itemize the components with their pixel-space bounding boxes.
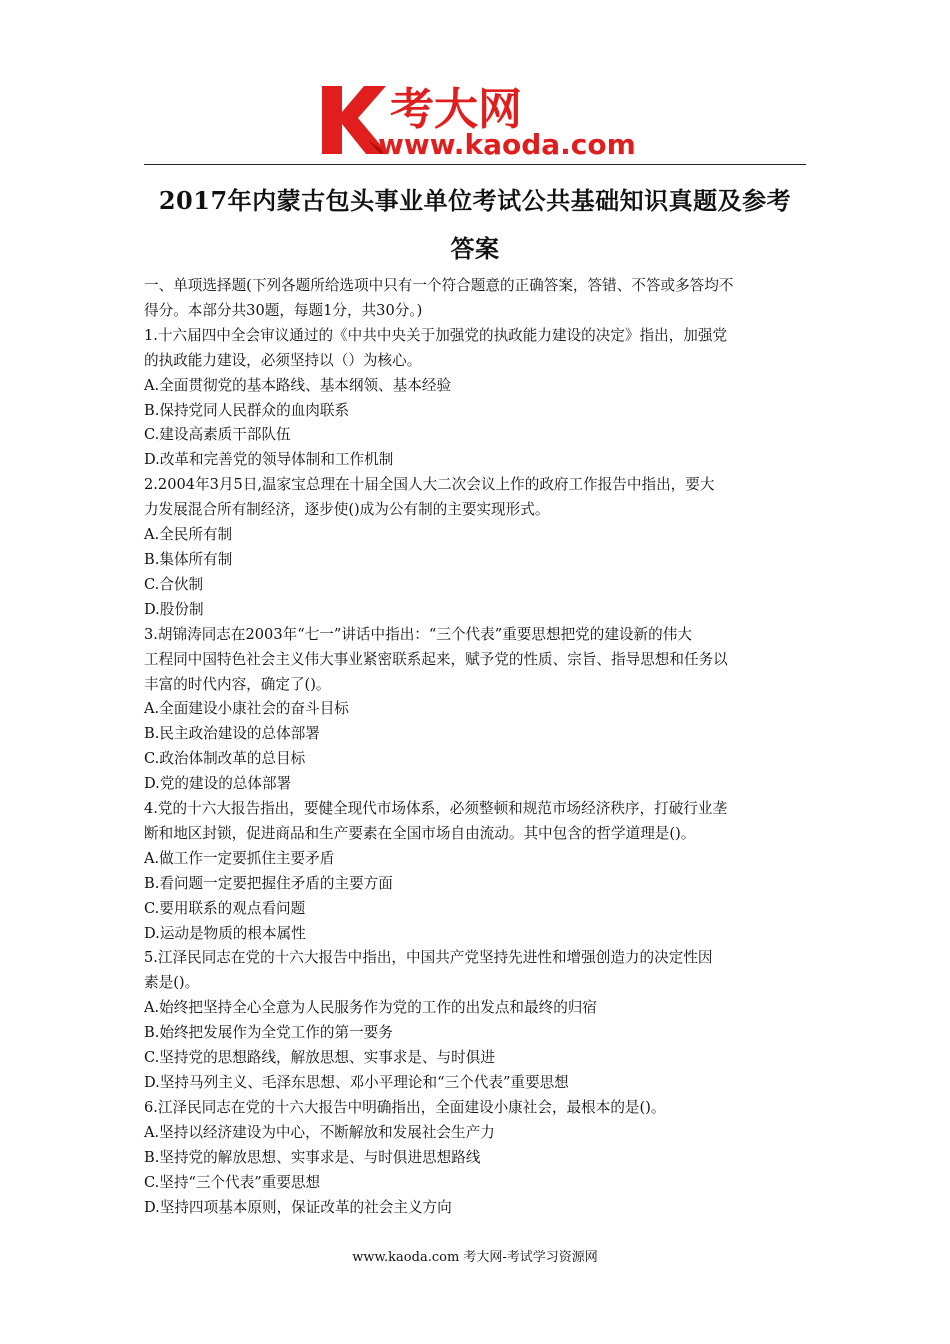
body-line: B.民主政治建设的总体部署 — [144, 725, 320, 743]
document-body — [144, 274, 808, 1220]
body-line: D.运动是物质的根本属性 — [144, 924, 306, 942]
body-line: A.做工作一定要抓住主要矛盾 — [144, 849, 335, 867]
body-line: B.始终把发展作为全党工作的第一要务 — [144, 1024, 393, 1042]
body-line: A.全民所有制 — [144, 526, 233, 544]
body-line: 素是()。 — [144, 974, 200, 992]
body-line: C.要用联系的观点看问题 — [144, 899, 306, 917]
body-line: D.坚持四项基本原则，保证改革的社会主义方向 — [144, 1198, 452, 1216]
body-line: D.党的建设的总体部署 — [144, 775, 292, 793]
body-line: 5.江泽民同志在党的十六大报告中指出，中国共产党坚持先进性和增强创造力的决定性因 — [144, 949, 713, 967]
body-line: 3.胡锦涛同志在2003年“七一”讲话中指出：“三个代表”重要思想把党的建设新的伟大 — [144, 625, 692, 643]
body-line: 工程同中国特色社会主义伟大事业紧密联系起来，赋予党的性质、宗旨、指导思想和任务以 — [144, 650, 728, 668]
body-line: 2.2004年3月5日,温家宝总理在十届全国人大二次会议上作的政府工作报告中指出，要大 — [144, 476, 715, 494]
body-line: A.坚持以经济建设为中心，不断解放和发展社会生产力 — [144, 1123, 495, 1141]
body-line: 丰富的时代内容，确定了()。 — [144, 675, 331, 693]
body-line: C.坚持“三个代表”重要思想 — [144, 1173, 321, 1191]
kaoda-logo-graphic — [318, 78, 640, 160]
page-footer: www.kaoda.com 考大网-考试学习资源网 — [352, 1250, 598, 1265]
body-line: B.看问题一定要把握住矛盾的主要方面 — [144, 874, 393, 892]
body-line: 的执政能力建设，必须坚持以（）为核心。 — [144, 351, 422, 369]
body-line: D.坚持马列主义、毛泽东思想、邓小平理论和“三个代表”重要思想 — [144, 1074, 569, 1091]
body-line: B.坚持党的解放思想、实事求是、与时俱进思想路线 — [144, 1148, 481, 1166]
document-title-line-1: 2017年内蒙古包头事业单位考试公共基础知识真题及参考 — [158, 186, 792, 215]
body-line: 力发展混合所有制经济，逐步使()成为公有制的主要实现形式。 — [144, 501, 550, 519]
body-line: B.保持党同人民群众的血肉联系 — [144, 401, 350, 419]
body-line: C.合伙制 — [144, 575, 204, 593]
body-line: 4.党的十六大报告指出，要健全现代市场体系，必须整顿和规范市场经济秩序，打破行业垄 — [144, 800, 728, 818]
document-title — [144, 182, 806, 268]
body-line: 断和地区封锁，促进商品和生产要素在全国市场自由流动。其中包含的哲学道理是()。 — [144, 824, 696, 842]
body-line: C.建设高素质干部队伍 — [144, 426, 291, 444]
body-line: C.政治体制改革的总目标 — [144, 750, 306, 768]
body-line: 一、单项选择题(下列各题所给选项中只有一个符合题意的正确答案，答错、不答或多答均不 — [144, 277, 734, 294]
body-line: D.改革和完善党的领导体制和工作机制 — [144, 451, 394, 469]
logo-chinese-text: 考大网 — [390, 84, 522, 135]
body-line: A.始终把坚持全心全意为人民服务作为党的工作的出发点和最终的归宿 — [144, 999, 597, 1017]
body-line: A.全面贯彻党的基本路线、基本纲领、基本经验 — [144, 376, 452, 394]
body-line: A.全面建设小康社会的奋斗目标 — [144, 700, 349, 718]
header-divider — [144, 164, 806, 165]
body-line: D.股份制 — [144, 600, 204, 618]
body-line: C.坚持党的思想路线，解放思想、实事求是、与时俱进 — [144, 1049, 495, 1067]
body-line: 得分。本部分共30题，每题1分，共30分。) — [144, 301, 423, 319]
document-title-line-2: 答案 — [450, 234, 500, 263]
kaoda-logo — [318, 78, 640, 160]
body-line: B.集体所有制 — [144, 550, 233, 568]
logo-url-text: www.kaoda.com — [378, 128, 636, 160]
body-line: 6.江泽民同志在党的十六大报告中明确指出，全面建设小康社会，最根本的是()。 — [144, 1098, 666, 1116]
body-line: 1.十六届四中全会审议通过的《中共中央关于加强党的执政能力建设的决定》指出，加强党 — [144, 326, 728, 344]
